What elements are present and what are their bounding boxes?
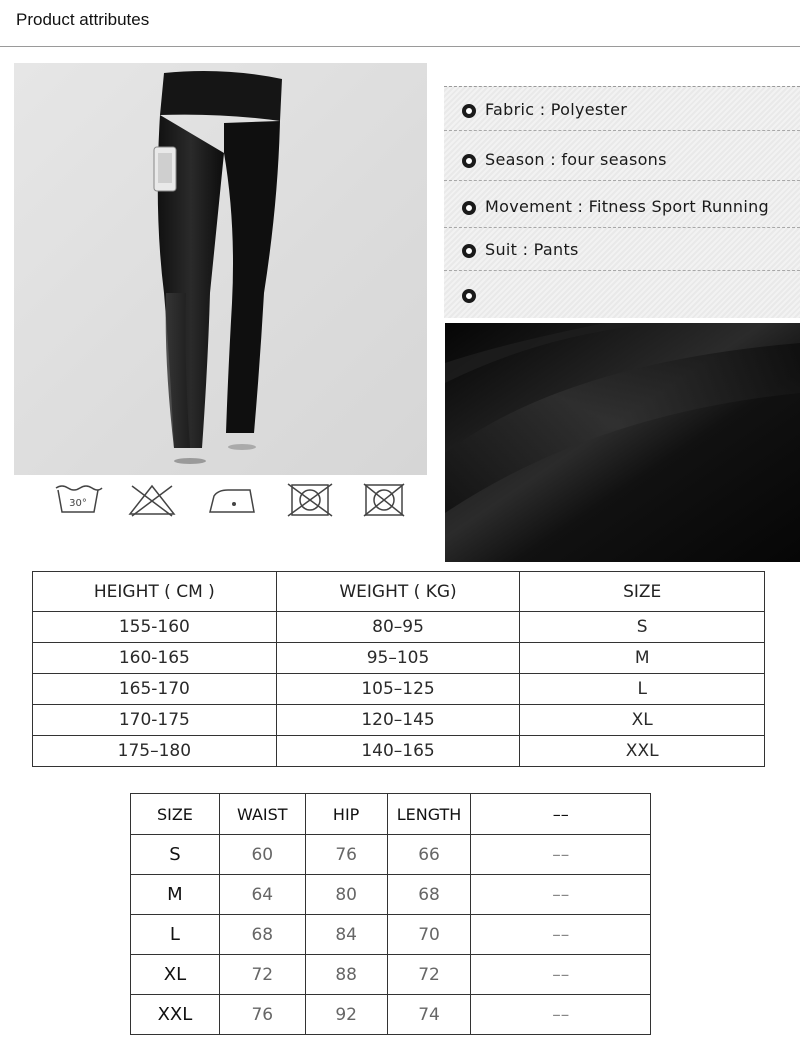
table-cell: 120–145 — [276, 705, 520, 736]
measurements-table — [130, 793, 651, 1035]
table-cell: XXL — [520, 736, 765, 767]
table-cell: –– — [471, 995, 651, 1035]
table-row — [131, 835, 651, 875]
table-row — [33, 612, 765, 643]
table-row — [33, 643, 765, 674]
table-cell: 140–165 — [276, 736, 520, 767]
wash-30-icon-label: 30° — [69, 498, 87, 509]
bullet-icon — [462, 289, 476, 303]
table-cell: 74 — [387, 995, 471, 1035]
column-header: WEIGHT ( KG) — [276, 572, 520, 612]
table-row — [131, 995, 651, 1035]
size-guide-table — [32, 571, 765, 767]
column-header: SIZE — [520, 572, 765, 612]
table-cell: –– — [471, 875, 651, 915]
column-header: WAIST — [219, 794, 305, 835]
table-cell: 76 — [219, 995, 305, 1035]
attribute-text: Fabric : Polyester — [485, 100, 628, 119]
attribute-row — [444, 137, 800, 181]
table-row — [33, 736, 765, 767]
table-cell: –– — [471, 955, 651, 995]
table-cell: 72 — [219, 955, 305, 995]
attribute-row — [444, 272, 800, 316]
size-cell: M — [131, 875, 220, 915]
table-row — [131, 955, 651, 995]
table-cell: S — [520, 612, 765, 643]
table-cell: 175–180 — [33, 736, 277, 767]
table-cell: 60 — [219, 835, 305, 875]
attribute-text: Movement : Fitness Sport Running — [485, 197, 770, 216]
attribute-row — [444, 184, 800, 228]
table-header-row — [33, 572, 765, 612]
do-not-dry-clean-icon — [358, 482, 410, 518]
column-header: HIP — [305, 794, 387, 835]
bullet-icon — [462, 201, 476, 215]
column-header: LENGTH — [387, 794, 471, 835]
table-cell: 76 — [305, 835, 387, 875]
table-cell: 80 — [305, 875, 387, 915]
care-icons-row — [52, 482, 412, 518]
do-not-bleach-icon — [126, 482, 178, 518]
page-title: Product attributes — [16, 10, 150, 29]
wash-30-icon — [52, 482, 104, 518]
table-row — [33, 674, 765, 705]
table-cell: 160-165 — [33, 643, 277, 674]
table-cell: 88 — [305, 955, 387, 995]
table-cell: 72 — [387, 955, 471, 995]
attribute-row — [444, 87, 800, 131]
table-row — [131, 915, 651, 955]
table-row — [33, 705, 765, 736]
attribute-row — [444, 227, 800, 271]
size-cell: L — [131, 915, 220, 955]
table-cell: 95–105 — [276, 643, 520, 674]
column-header: –– — [471, 794, 651, 835]
bullet-icon — [462, 104, 476, 118]
attribute-text: Season : four seasons — [485, 150, 667, 169]
table-cell: 66 — [387, 835, 471, 875]
table-cell: 80–95 — [276, 612, 520, 643]
table-cell: 170-175 — [33, 705, 277, 736]
table-cell: 165-170 — [33, 674, 277, 705]
table-cell: 70 — [387, 915, 471, 955]
table-cell: –– — [471, 915, 651, 955]
table-cell: 155-160 — [33, 612, 277, 643]
table-cell: L — [520, 674, 765, 705]
column-header: HEIGHT ( CM ) — [33, 572, 277, 612]
table-cell: –– — [471, 835, 651, 875]
attributes-panel — [444, 86, 800, 318]
table-cell: 92 — [305, 995, 387, 1035]
table-cell: XL — [520, 705, 765, 736]
table-cell: 84 — [305, 915, 387, 955]
table-row — [131, 875, 651, 915]
do-not-tumble-dry-icon — [284, 482, 336, 518]
table-cell: 105–125 — [276, 674, 520, 705]
iron-low-icon — [206, 482, 258, 518]
table-cell: 68 — [387, 875, 471, 915]
fabric-closeup-image — [445, 323, 800, 562]
product-image — [14, 63, 427, 475]
size-cell: S — [131, 835, 220, 875]
attribute-text: Suit : Pants — [485, 240, 579, 259]
table-cell: 64 — [219, 875, 305, 915]
table-cell: M — [520, 643, 765, 674]
table-cell: 68 — [219, 915, 305, 955]
size-cell: XL — [131, 955, 220, 995]
column-header: SIZE — [131, 794, 220, 835]
bullet-icon — [462, 244, 476, 258]
table-header-row — [131, 794, 651, 835]
page-header — [0, 0, 800, 47]
bullet-icon — [462, 154, 476, 168]
size-cell: XXL — [131, 995, 220, 1035]
